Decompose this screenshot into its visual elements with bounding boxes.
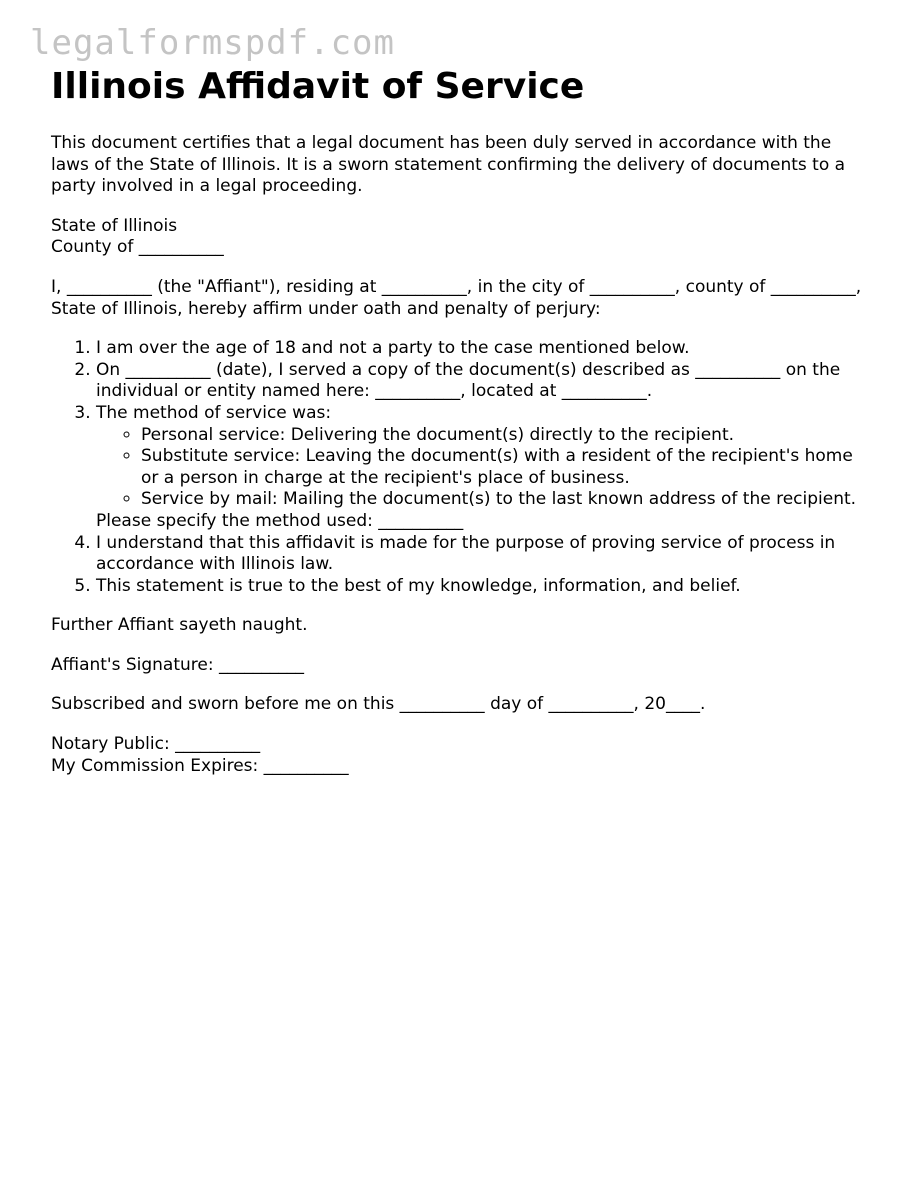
affiant-signature-line: Affiant's Signature: __________ bbox=[51, 654, 304, 675]
list-item bbox=[96, 338, 871, 360]
statement-purpose: I understand that this affidavit is made for the purpose of proving service of process in accordance with Illinois law. bbox=[96, 532, 836, 575]
intro-paragraph: This document certifies that a legal document has been duly served in accordance with the laws of the State of Illinois. It is a sworn statement confirming the delivery of documents to a party involved in a legal proceeding. bbox=[51, 133, 846, 197]
page-title: Illinois Affidavit of Service bbox=[51, 66, 585, 107]
method-specify: Please specify the method used: __________ bbox=[96, 510, 464, 531]
method-item: ◦ Personal service: Delivering the document(s) directly to the recipient. bbox=[141, 425, 871, 447]
statement-age: I am over the age of 18 and not a party to the case mentioned below. bbox=[96, 338, 690, 359]
list-item bbox=[96, 403, 871, 533]
statement-list bbox=[51, 338, 871, 597]
county-line: County of __________ bbox=[51, 237, 224, 258]
document-page bbox=[51, 64, 871, 777]
statement-truth: This statement is true to the best of my knowledge, information, and belief. bbox=[96, 575, 741, 596]
list-item bbox=[96, 360, 871, 403]
list-item bbox=[96, 533, 871, 576]
statement-served: On __________ (date), I served a copy of the document(s) described as __________ on the individual or entity named here: __________, located at __________. bbox=[96, 359, 841, 402]
notary-block bbox=[51, 734, 871, 777]
notary-public-line: Notary Public: __________ bbox=[51, 734, 261, 755]
list-item bbox=[96, 576, 871, 598]
sworn-line: Subscribed and sworn before me on this __________ day of __________, 20____. bbox=[51, 694, 706, 715]
commission-expires-line: My Commission Expires: __________ bbox=[51, 755, 349, 776]
method-list bbox=[96, 425, 871, 511]
method-item: ◦ Substitute service: Leaving the document(s) with a resident of the recipient's home or a person in charge at the recipient's place of business. bbox=[141, 446, 871, 489]
further-affiant: Further Affiant sayeth naught. bbox=[51, 615, 308, 636]
venue-block bbox=[51, 216, 871, 259]
statement-method: The method of service was: bbox=[96, 402, 332, 423]
watermark: legalformspdf.com bbox=[30, 23, 395, 63]
oath-paragraph: I, __________ (the "Affiant"), residing at __________, in the city of __________, county of __________, State of Illinois, hereby affirm under oath and penalty of perjury: bbox=[51, 276, 862, 319]
state-line: State of Illinois bbox=[51, 215, 178, 236]
method-item: ◦ Service by mail: Mailing the document(s) to the last known address of the recipient. bbox=[141, 489, 871, 511]
